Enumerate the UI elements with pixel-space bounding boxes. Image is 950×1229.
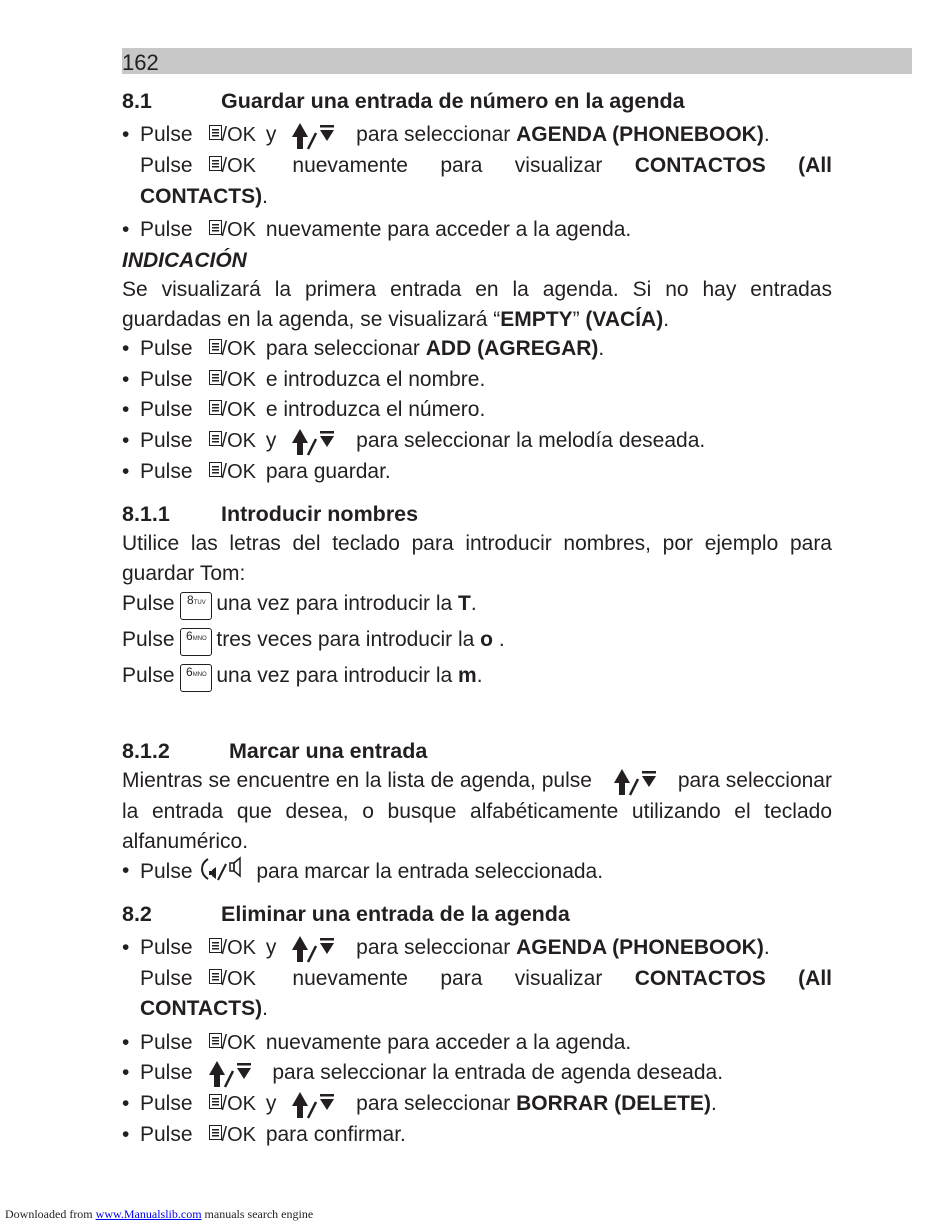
up-down-arrows-icon bbox=[284, 121, 342, 151]
section-title: Guardar una entrada de número en la agenda bbox=[221, 89, 685, 113]
key-digit: 6 bbox=[186, 665, 193, 679]
note-body: ” bbox=[572, 307, 586, 331]
ok-label: /OK bbox=[221, 368, 256, 391]
step-bold: BORRAR (DELETE) bbox=[516, 1092, 711, 1115]
step-text: Pulse bbox=[140, 1061, 193, 1084]
list-item bbox=[122, 365, 832, 396]
key-instruction: Pulse 6MNO una vez para introducir la m. bbox=[122, 660, 832, 696]
section-title: Marcar una entrada bbox=[229, 739, 428, 763]
ok-label: /OK bbox=[221, 338, 256, 360]
ok-label: /OK bbox=[221, 967, 256, 990]
step-text: una vez para introducir la bbox=[216, 664, 453, 687]
list-item bbox=[122, 215, 832, 246]
menu-icon bbox=[209, 462, 222, 477]
section-number: 8.2 bbox=[122, 901, 152, 926]
up-down-arrows-icon bbox=[284, 1090, 342, 1120]
list-item: • Pulse /OK y para seleccionar BORRAR (DELETE). bbox=[122, 1089, 832, 1120]
key-letters: MNO bbox=[192, 672, 207, 678]
ok-label: /OK bbox=[221, 399, 256, 421]
step-text: nuevamente para acceder a la agenda. bbox=[265, 1030, 632, 1054]
ok-label: /OK bbox=[221, 460, 256, 483]
call-handsfree-icon bbox=[198, 856, 256, 882]
step-text: Pulse bbox=[140, 123, 193, 146]
menu-icon bbox=[209, 1033, 222, 1048]
step-text: e introduzca el número. bbox=[265, 398, 486, 421]
key-digit: 8 bbox=[187, 593, 194, 607]
menu-icon bbox=[209, 339, 222, 354]
up-down-arrows-icon bbox=[284, 934, 342, 964]
list-item bbox=[122, 1028, 832, 1059]
up-down-arrows-icon bbox=[201, 1059, 259, 1089]
section-heading-8-2 bbox=[122, 899, 832, 929]
key-letters: MNO bbox=[192, 636, 207, 642]
step-text: Pulse bbox=[140, 860, 193, 883]
menu-icon bbox=[209, 400, 222, 415]
step-text: para seleccionar bbox=[265, 337, 420, 360]
step-text: una vez para introducir la bbox=[216, 592, 453, 615]
step-text: e introduzca el nombre. bbox=[265, 367, 486, 391]
note-body: Se visualizará la primera entrada en la agenda. Si no hay entradas guardadas en la agenda, se visualizará “ bbox=[122, 278, 832, 331]
step-text: para seleccionar la entrada de agenda deseada. bbox=[272, 1061, 724, 1084]
step-text: tres veces para introducir la bbox=[216, 628, 475, 651]
note-bold: (VACÍA) bbox=[585, 307, 664, 331]
step-bold: m bbox=[458, 664, 477, 687]
list-item bbox=[122, 856, 832, 887]
step-text: Pulse bbox=[140, 966, 193, 990]
step-text: para seleccionar bbox=[356, 1092, 511, 1115]
step-text: Pulse bbox=[122, 628, 175, 651]
note-bold: EMPTY bbox=[500, 307, 573, 331]
step-text: Pulse bbox=[140, 1030, 193, 1054]
key-digit: 6 bbox=[186, 629, 193, 643]
step-text: y bbox=[265, 935, 277, 959]
step-text: Pulse bbox=[140, 428, 193, 452]
list-item bbox=[122, 1120, 832, 1151]
step-text: Pulse bbox=[140, 398, 193, 421]
step-text: Pulse bbox=[140, 1092, 193, 1115]
ok-label: /OK bbox=[221, 936, 256, 959]
step-text: Pulse bbox=[140, 935, 193, 959]
section-intro: Utilice las letras del teclado para introducir nombres, por ejemplo para guardar Tom: bbox=[122, 532, 832, 585]
step-text: para marcar la entrada seleccionada. bbox=[256, 860, 604, 883]
list-item bbox=[122, 395, 832, 426]
ok-label: /OK bbox=[221, 1124, 256, 1146]
section-number: 8.1 bbox=[122, 89, 152, 113]
menu-icon bbox=[209, 220, 222, 235]
section-number: 8.1.1 bbox=[122, 502, 170, 526]
step-bold: o bbox=[480, 628, 493, 651]
ok-label: /OK bbox=[221, 1093, 256, 1115]
keypad-key-icon bbox=[180, 592, 212, 620]
page-header-bar bbox=[122, 48, 912, 74]
step-text: nuevamente para visualizar bbox=[292, 154, 603, 177]
section-heading-8-1-1 bbox=[122, 499, 832, 529]
list-item: • Pulse /OK y para seleccionar AGENDA (PHONEBOOK). Pulse /OK nuevamente para visualizar CONTACTOS (All CONTACTS). bbox=[122, 120, 832, 211]
footer-suffix: manuals search engine bbox=[204, 1207, 314, 1221]
step-text: nuevamente para visualizar bbox=[292, 966, 603, 990]
step-text: Pulse bbox=[140, 337, 193, 360]
up-down-arrows-icon bbox=[284, 427, 342, 457]
step-text: Pulse bbox=[140, 218, 193, 241]
menu-icon bbox=[209, 431, 222, 446]
key-instruction: Pulse 8TUV una vez para introducir la T. bbox=[122, 588, 832, 624]
menu-icon bbox=[209, 370, 222, 385]
step-text: Pulse bbox=[140, 367, 193, 391]
step-bold: ADD (AGREGAR) bbox=[425, 337, 599, 360]
page-number: 162 bbox=[122, 50, 159, 75]
list-item: • Pulse /OK para seleccionar ADD (AGREGAR). bbox=[122, 334, 832, 365]
step-text: para seleccionar bbox=[356, 935, 511, 959]
step-bold: CONTACTOS (All CONTACTS) bbox=[140, 966, 833, 1020]
section-title: Eliminar una entrada de la agenda bbox=[221, 901, 570, 926]
step-bold: AGENDA (PHONEBOOK) bbox=[516, 935, 764, 959]
body-text: para seleccionar la entrada que desea, o busque alfabéticamente utilizando el teclado alfanumérico. bbox=[122, 769, 832, 853]
up-down-arrows-icon bbox=[606, 767, 664, 797]
download-footer bbox=[5, 1207, 313, 1222]
section-number: 8.1.2 bbox=[122, 739, 170, 763]
keypad-key-icon bbox=[180, 664, 212, 692]
step-text: Pulse bbox=[140, 459, 193, 483]
step-text: y bbox=[265, 123, 277, 146]
list-item: • Pulse /OK y para seleccionar AGENDA (PHONEBOOK). Pulse /OK nuevamente para visualizar CONTACTOS (All CONTACTS). bbox=[122, 933, 832, 1024]
menu-icon bbox=[209, 969, 222, 984]
keypad-key-icon bbox=[180, 628, 212, 656]
step-bold: CONTACTOS (All CONTACTS) bbox=[140, 154, 833, 208]
list-item bbox=[122, 426, 832, 457]
step-text: para guardar. bbox=[265, 459, 391, 483]
note-text: Se visualizará la primera entrada en la agenda. Si no hay entradas guardadas en la agenda, se visualizará “EMPTY” (VACÍA). bbox=[122, 278, 832, 331]
key-instruction: Pulse 6MNO tres veces para introducir la o . bbox=[122, 624, 832, 660]
ok-label: /OK bbox=[221, 429, 256, 452]
step-text: para confirmar. bbox=[265, 1123, 406, 1146]
ok-label: /OK bbox=[221, 155, 256, 177]
section-title: Introducir nombres bbox=[221, 502, 419, 526]
list-item bbox=[122, 1058, 832, 1089]
note-title: INDICACIÓN bbox=[122, 248, 247, 272]
step-text: para seleccionar la melodía deseada. bbox=[356, 428, 706, 452]
step-bold: AGENDA (PHONEBOOK) bbox=[516, 123, 764, 146]
section-heading-8-1-2 bbox=[122, 736, 832, 766]
step-bold: T bbox=[458, 592, 471, 615]
ok-label: /OK bbox=[221, 124, 256, 146]
step-text: y bbox=[265, 1092, 277, 1115]
ok-label: /OK bbox=[221, 1031, 256, 1054]
step-text: Pulse bbox=[122, 664, 175, 687]
page-content bbox=[122, 86, 832, 1151]
step-text: para seleccionar bbox=[356, 123, 511, 146]
step-text: Pulse bbox=[122, 592, 175, 615]
step-text: nuevamente para acceder a la agenda. bbox=[265, 218, 632, 241]
menu-icon bbox=[209, 156, 222, 171]
section-heading-8-1 bbox=[122, 86, 832, 116]
key-letters: TUV bbox=[193, 600, 206, 606]
menu-icon bbox=[209, 1125, 222, 1140]
step-text: Pulse bbox=[140, 154, 193, 177]
footer-prefix: Downloaded from bbox=[5, 1207, 93, 1221]
manualslib-link[interactable]: www.Manualslib.com bbox=[95, 1207, 202, 1221]
list-item bbox=[122, 457, 832, 488]
menu-icon bbox=[209, 1094, 222, 1109]
body-text: Mientras se encuentre en la lista de agenda, pulse bbox=[122, 769, 592, 792]
ok-label: /OK bbox=[221, 219, 256, 241]
step-text: y bbox=[265, 428, 277, 452]
menu-icon bbox=[209, 125, 222, 140]
section-body bbox=[122, 766, 832, 856]
step-text: Pulse bbox=[140, 1123, 193, 1146]
menu-icon bbox=[209, 938, 222, 953]
